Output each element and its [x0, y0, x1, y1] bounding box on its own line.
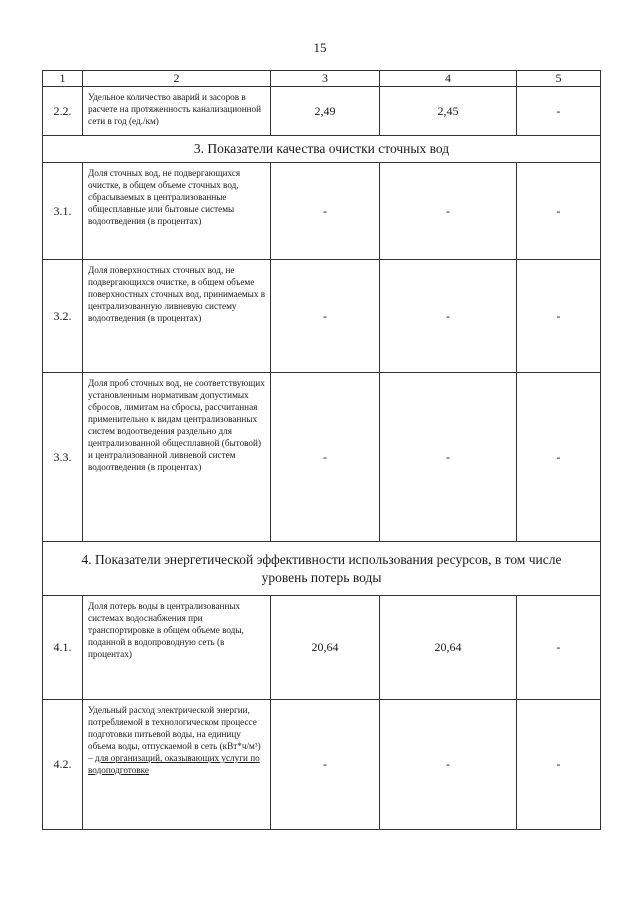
table-row — [43, 596, 601, 700]
table-row — [43, 373, 601, 542]
row-number: 3.3. — [43, 373, 83, 542]
section-heading-row — [43, 542, 601, 596]
row-description-text: Доля сточных вод, не подвергающихся очистке, в общем объеме сточных вод, сбрасываемых в централизованные общесплавные или бытовые системы водоотведения (в процентах) — [88, 168, 241, 226]
value-col-3: - — [271, 373, 380, 542]
section-heading-row — [43, 136, 601, 163]
value-col-4: - — [380, 163, 517, 260]
section-heading-3: 3. Показатели качества очистки сточных вод — [43, 136, 601, 163]
page-number: 15 — [313, 40, 327, 55]
row-description-text: Удельный расход электрической энергии, потребляемой в технологическом процессе подготовки питьевой воды, на единицу объема воды, отпускаемой в сеть (кВт*ч/м³) – — [88, 705, 261, 763]
value-col-5: - — [517, 700, 601, 830]
value-col-3: 2,49 — [271, 87, 380, 136]
table-row — [43, 163, 601, 260]
row-number: 3.2. — [43, 260, 83, 373]
value-col-3: - — [271, 260, 380, 373]
value-col-5: - — [517, 373, 601, 542]
value-col-5: - — [517, 260, 601, 373]
header-col-1: 1 — [43, 71, 83, 87]
table-row — [43, 87, 601, 136]
value-col-3: 20,64 — [271, 596, 380, 700]
row-description — [83, 373, 271, 542]
row-description — [83, 700, 271, 830]
row-description-text: Доля проб сточных вод, не соответствующих установленным нормативам допустимых сбросов, лимитам на сбросы, рассчитанная применительно к видам централизованных систем водоотведения раздельно для централизованной общесплавной (бытовой) и централизованной ливневой систем водоотведения (в процентах) — [88, 378, 265, 472]
row-description — [83, 163, 271, 260]
value-col-3: - — [271, 700, 380, 830]
header-col-3: 3 — [271, 71, 380, 87]
row-number: 2.2. — [43, 87, 83, 136]
row-description-text: Доля потерь воды в централизованных системах водоснабжения при транспортировке в общем объеме воды, поданной в водопроводную сеть (в процентах) — [88, 601, 244, 659]
row-number: 4.2. — [43, 700, 83, 830]
header-col-2: 2 — [83, 71, 271, 87]
value-col-4: - — [380, 373, 517, 542]
value-col-3: - — [271, 163, 380, 260]
row-description-text: Удельное количество аварий и засоров в расчете на протяженность канализационной сети в год (ед./км) — [88, 92, 262, 126]
value-col-4: 20,64 — [380, 596, 517, 700]
row-description — [83, 260, 271, 373]
row-description — [83, 87, 271, 136]
header-col-5: 5 — [517, 71, 601, 87]
value-col-5: - — [517, 163, 601, 260]
value-col-4: 2,45 — [380, 87, 517, 136]
row-description-underlined-text: для организаций, оказывающих услуги по водоподготовке — [88, 753, 260, 775]
value-col-5: - — [517, 87, 601, 136]
value-col-5: - — [517, 596, 601, 700]
header-col-4: 4 — [380, 71, 517, 87]
value-col-4: - — [380, 260, 517, 373]
row-number: 3.1. — [43, 163, 83, 260]
indicators-table — [42, 70, 601, 830]
section-heading-4: 4. Показатели энергетической эффективности использования ресурсов, в том числе уровень потерь воды — [43, 542, 601, 596]
row-description-text: Доля поверхностных сточных вод, не подвергающихся очистке, в общем объеме поверхностных сточных вод, принимаемых в централизованную ливневую систему водоотведения (в процентах) — [88, 265, 266, 323]
value-col-4: - — [380, 700, 517, 830]
table-row — [43, 260, 601, 373]
row-description — [83, 596, 271, 700]
table-row — [43, 700, 601, 830]
table-header-row — [43, 71, 601, 87]
row-number: 4.1. — [43, 596, 83, 700]
